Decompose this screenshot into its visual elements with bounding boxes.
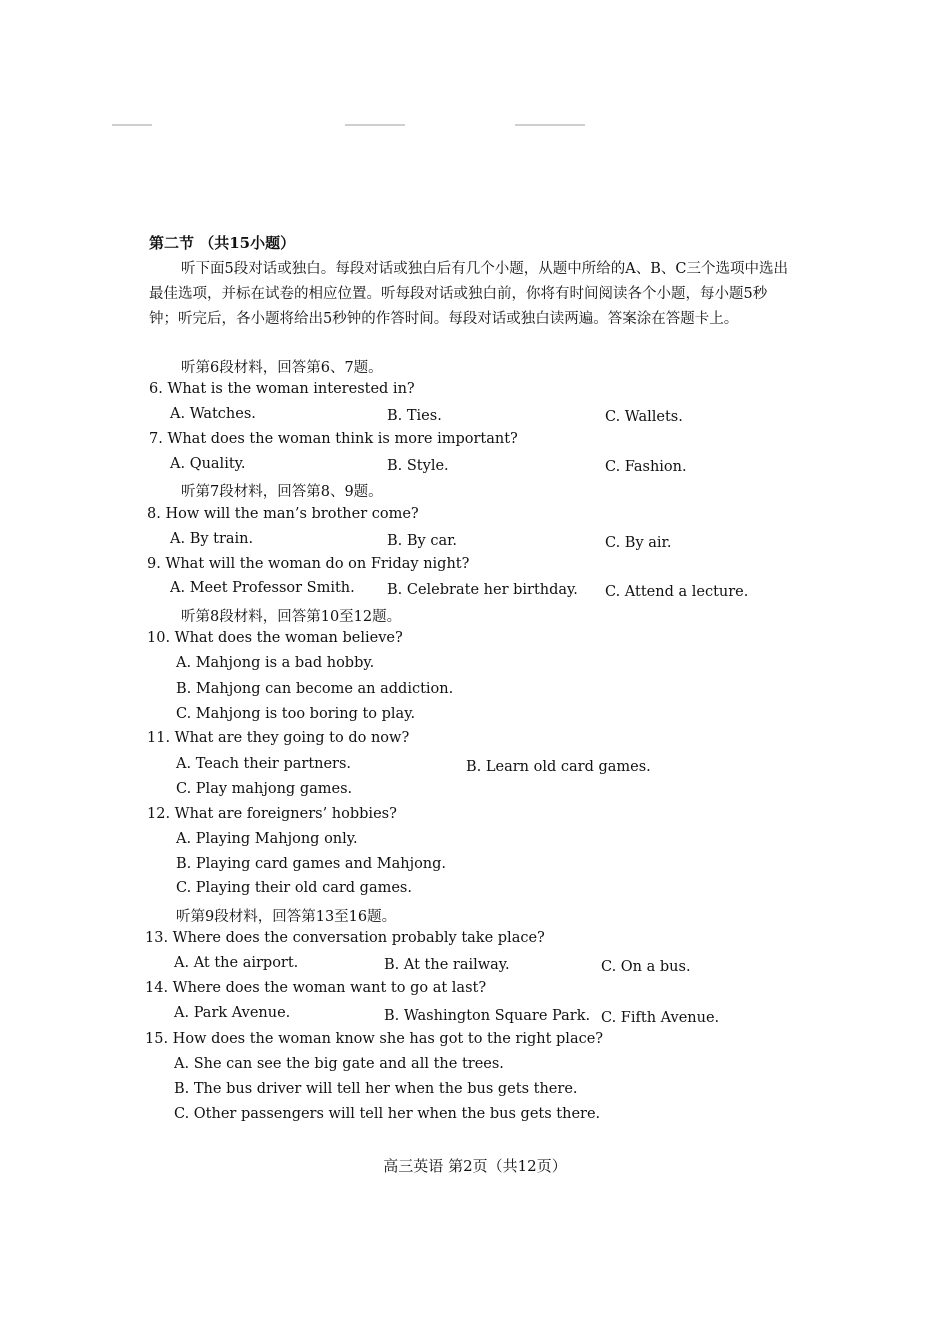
option-c: C. Mahjong is too boring to play. <box>176 706 416 722</box>
section-instructions <box>149 257 789 332</box>
option-a: A. By train. <box>170 531 254 547</box>
option-b: B. At the railway. <box>384 957 510 973</box>
question-stem: 14. Where does the woman want to go at last? <box>145 980 487 996</box>
option-b: B. The bus driver will tell her when the bus gets there. <box>174 1081 578 1097</box>
option-b: B. Celebrate her birthday. <box>387 582 578 598</box>
option-c: C. On a bus. <box>601 959 691 975</box>
scan-artifact <box>515 124 585 126</box>
question-stem: 7. What does the woman think is more important? <box>149 431 518 447</box>
question-stem: 11. What are they going to do now? <box>147 730 410 746</box>
page-footer: 高三英语 第2页（共12页） <box>383 1157 567 1175</box>
subsection-heading: 听第6段材料，回答第6、7题。 <box>181 360 383 376</box>
question-stem: 15. How does the woman know she has got to the right place? <box>145 1031 604 1047</box>
option-c: C. Play mahjong games. <box>176 781 353 797</box>
section-title: 第二节 （共15小题） <box>149 234 296 252</box>
option-b: B. Learn old card games. <box>466 759 651 775</box>
option-a: A. Meet Professor Smith. <box>170 580 355 596</box>
option-b: B. Playing card games and Mahjong. <box>176 856 447 872</box>
option-b: B. Washington Square Park. <box>384 1008 591 1024</box>
option-b: B. By car. <box>387 533 458 549</box>
scan-artifact <box>112 124 152 126</box>
option-a: A. She can see the big gate and all the trees. <box>174 1056 504 1072</box>
option-c: C. Wallets. <box>605 409 683 425</box>
question-stem: 8. How will the man’s brother come? <box>147 506 419 522</box>
scan-artifact <box>345 124 405 126</box>
option-b: B. Mahjong can become an addiction. <box>176 681 454 697</box>
subsection-heading: 听第8段材料，回答第10至12题。 <box>181 609 402 625</box>
question-stem: 6. What is the woman interested in? <box>149 381 415 397</box>
question-stem: 10. What does the woman believe? <box>147 630 403 646</box>
option-a: A. At the airport. <box>174 955 299 971</box>
option-b: B. Ties. <box>387 408 442 424</box>
option-c: C. Attend a lecture. <box>605 584 749 600</box>
option-c: C. Other passengers will tell her when the bus gets there. <box>174 1106 601 1122</box>
option-a: A. Quality. <box>170 456 246 472</box>
option-c: C. By air. <box>605 535 672 551</box>
option-c: C. Fifth Avenue. <box>601 1010 720 1026</box>
subsection-heading: 听第9段材料，回答第13至16题。 <box>176 909 397 925</box>
question-stem: 9. What will the woman do on Friday night? <box>147 556 470 572</box>
option-a: A. Teach their partners. <box>176 756 352 772</box>
subsection-heading: 听第7段材料，回答第8、9题。 <box>181 484 383 500</box>
instructions-text: 听下面5段对话或独白。每段对话或独白后有几个小题，从题中所给的A、B、C三个选项中选出最佳选项，并标在试卷的相应位置。听每段对话或独白前，你将有时间阅读各个小题，每小题5秒钟；听完后，各小题将给出5秒钟的作答时间。每段对话或独白读两遍。答案涂在答题卡上。 <box>149 261 788 327</box>
option-b: B. Style. <box>387 458 449 474</box>
option-a: A. Mahjong is a bad hobby. <box>176 655 375 671</box>
option-a: A. Playing Mahjong only. <box>176 831 358 847</box>
option-c: C. Playing their old card games. <box>176 880 412 896</box>
question-stem: 13. Where does the conversation probably take place? <box>145 930 545 946</box>
option-a: A. Park Avenue. <box>174 1005 291 1021</box>
option-a: A. Watches. <box>170 406 256 422</box>
option-c: C. Fashion. <box>605 459 687 475</box>
question-stem: 12. What are foreigners’ hobbies? <box>147 806 397 822</box>
